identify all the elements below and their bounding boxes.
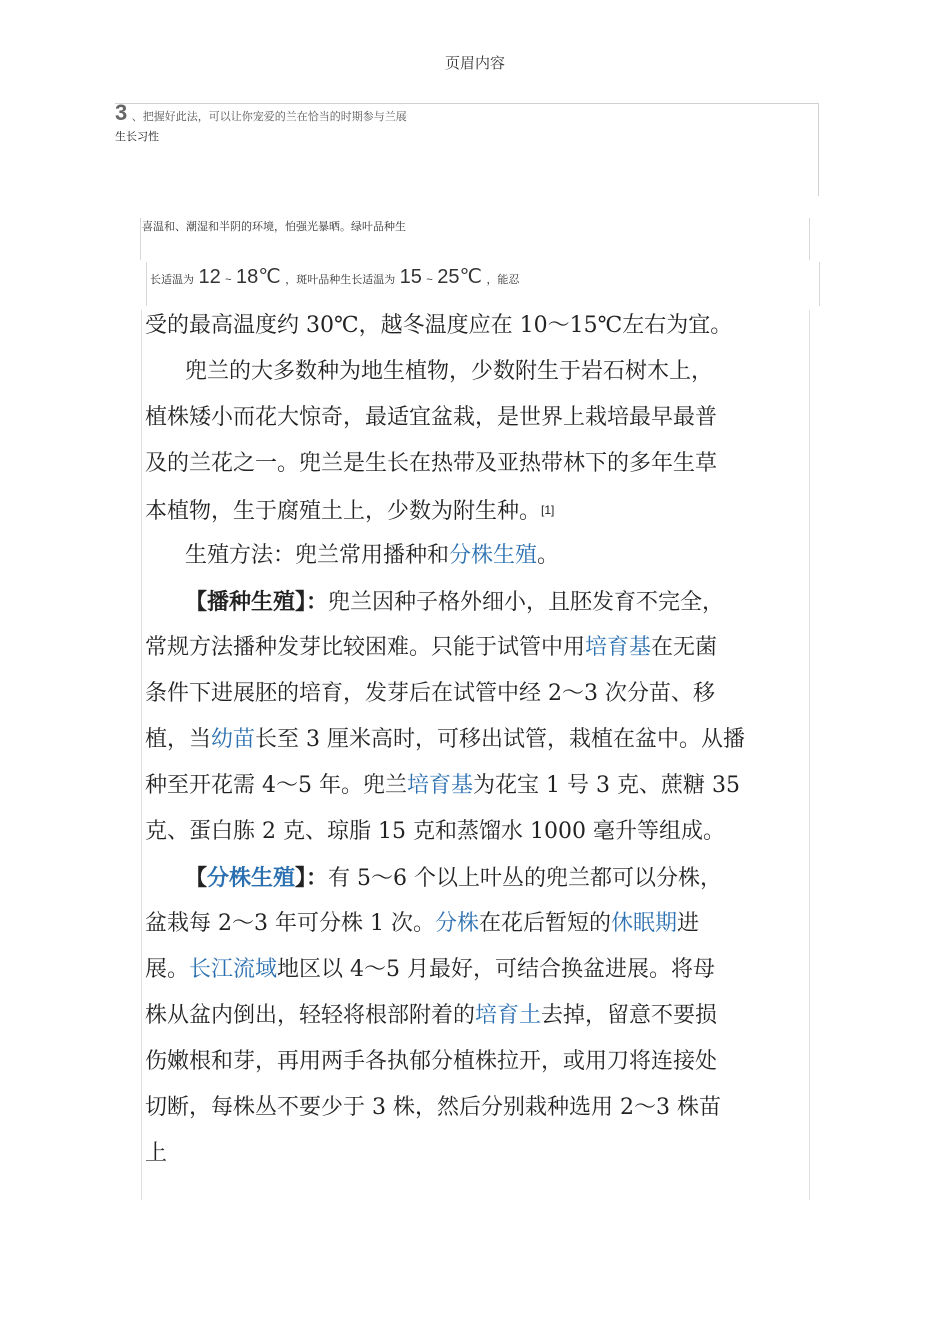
body-line: 条件下进展胚的培育，发芽后在试管中经 2～3 次分苗、移 bbox=[145, 681, 715, 706]
temp-suffix: ，能忍 bbox=[486, 274, 520, 286]
bracket-close: 】 bbox=[295, 865, 307, 891]
body-line: 兜兰的大多数种为地生植物，少数附生于岩石树木上， bbox=[185, 359, 714, 384]
body-text: 植，当 bbox=[145, 727, 212, 752]
body-line bbox=[145, 950, 825, 996]
body-line: 克、蛋白胨 2 克、琼脂 15 克和蒸馏水 1000 毫升等组成。 bbox=[145, 819, 725, 844]
body-line: 伤嫩根和芽，再用两手各执郁分植株拉开，或用刀将连接处 bbox=[145, 1049, 718, 1074]
body-content bbox=[145, 306, 825, 1180]
step-text: 、把握好此法，可以让你宠爱的兰在恰当的时期参与兰展 bbox=[131, 111, 407, 123]
temp-sep-1: ~ bbox=[225, 274, 232, 286]
body-line bbox=[145, 490, 825, 536]
body-line bbox=[145, 904, 825, 950]
body-line: 及的兰花之一。兜兰是生长在热带及亚热带林下的多年生草 bbox=[145, 451, 718, 476]
page-header: 页眉内容 bbox=[444, 54, 505, 72]
body-text: 。 bbox=[537, 543, 560, 568]
body-line bbox=[145, 996, 825, 1042]
body-text: 进 bbox=[677, 911, 700, 936]
temp-green-min: 12 bbox=[198, 266, 221, 288]
body-line bbox=[145, 536, 825, 582]
bracket-open: 【 bbox=[185, 865, 208, 891]
body-line bbox=[145, 858, 825, 904]
body-line: 上 bbox=[145, 1141, 168, 1166]
body-line: 植株矮小而花大惊奇，最适宜盆栽，是世界上栽培最早最普 bbox=[145, 405, 718, 430]
link-changjiang-liuyu[interactable]: 长江流域 bbox=[189, 957, 278, 982]
step-heading bbox=[115, 100, 407, 126]
step-number: 3 bbox=[115, 100, 128, 125]
temperature-line bbox=[150, 264, 519, 289]
temp-spot-max: 25℃ bbox=[437, 266, 482, 288]
link-fenzhu-shengzhi[interactable]: 分株生殖 bbox=[449, 543, 538, 568]
body-text: 种至开花需 4～5 年。兜兰 bbox=[145, 773, 407, 798]
sow-heading: 【播种生殖】 bbox=[185, 589, 307, 615]
temp-prefix: 长适温为 bbox=[150, 274, 194, 286]
body-text: 盆栽每 2～3 年可分株 1 次。 bbox=[145, 911, 435, 936]
body-text: 生殖方法：兜兰常用播种和 bbox=[185, 543, 450, 568]
heading-colon: ： bbox=[306, 865, 329, 891]
body-text: 在无菌 bbox=[651, 635, 718, 660]
temp-sep-2: ~ bbox=[426, 274, 433, 286]
body-line bbox=[145, 720, 825, 766]
habit-line-1: 喜温和、潮湿和半阴的环境，怕强光暴晒。绿叶品种生 bbox=[142, 221, 406, 233]
link-fenzhu[interactable]: 分株 bbox=[434, 911, 479, 936]
link-youmiao[interactable]: 幼苗 bbox=[211, 727, 256, 752]
section-subtitle: 生长习性 bbox=[115, 131, 159, 143]
link-xiumianqi[interactable]: 休眠期 bbox=[611, 911, 678, 936]
temp-middle: ，斑叶品种生长适温为 bbox=[285, 274, 396, 286]
body-text: 有 5～6 个以上叶丛的兜兰都可以分株， bbox=[328, 866, 723, 891]
body-line: 受的最高温度约 30℃，越冬温度应在 10～15℃左右为宜。 bbox=[145, 313, 733, 338]
link-fenzhu-heading[interactable]: 分株生殖 bbox=[207, 865, 296, 891]
body-line bbox=[145, 766, 825, 812]
body-line bbox=[145, 628, 825, 674]
body-line bbox=[145, 582, 825, 628]
body-text: 本植物，生于腐殖土上，少数为附生种。 bbox=[145, 499, 542, 524]
body-text: 为花宝 1 号 3 克、蔗糖 35 bbox=[473, 773, 740, 798]
body-text: 地区以 4～5 月最好，可结合换盆进展。将母 bbox=[277, 957, 716, 982]
body-text: 展。 bbox=[145, 957, 190, 982]
body-line: 切断，每株丛不要少于 3 株，然后分别栽种选用 2～3 株苗 bbox=[145, 1095, 721, 1120]
temp-green-max: 18℃ bbox=[236, 266, 281, 288]
body-text: 兜兰因种子格外细小，且胚发育不完全， bbox=[328, 590, 725, 615]
body-text: 在花后暂短的 bbox=[478, 911, 611, 936]
link-peiyuji-2[interactable]: 培育基 bbox=[406, 773, 473, 798]
temp-spot-min: 15 bbox=[399, 266, 422, 288]
body-text: 株从盆内倒出，轻轻将根部附着的 bbox=[145, 1003, 476, 1028]
link-peiyutu[interactable]: 培育土 bbox=[475, 1003, 542, 1028]
body-text: 常规方法播种发芽比较困难。只能于试管中用 bbox=[145, 635, 586, 660]
body-text: 去掉，留意不要损 bbox=[541, 1003, 718, 1028]
citation-link[interactable]: [1] bbox=[541, 503, 555, 517]
body-text: 长至 3 厘米高时，可移出试管，栽植在盆中。从播 bbox=[255, 727, 746, 752]
link-peiyuji[interactable]: 培育基 bbox=[585, 635, 652, 660]
heading-colon: ： bbox=[306, 589, 329, 615]
